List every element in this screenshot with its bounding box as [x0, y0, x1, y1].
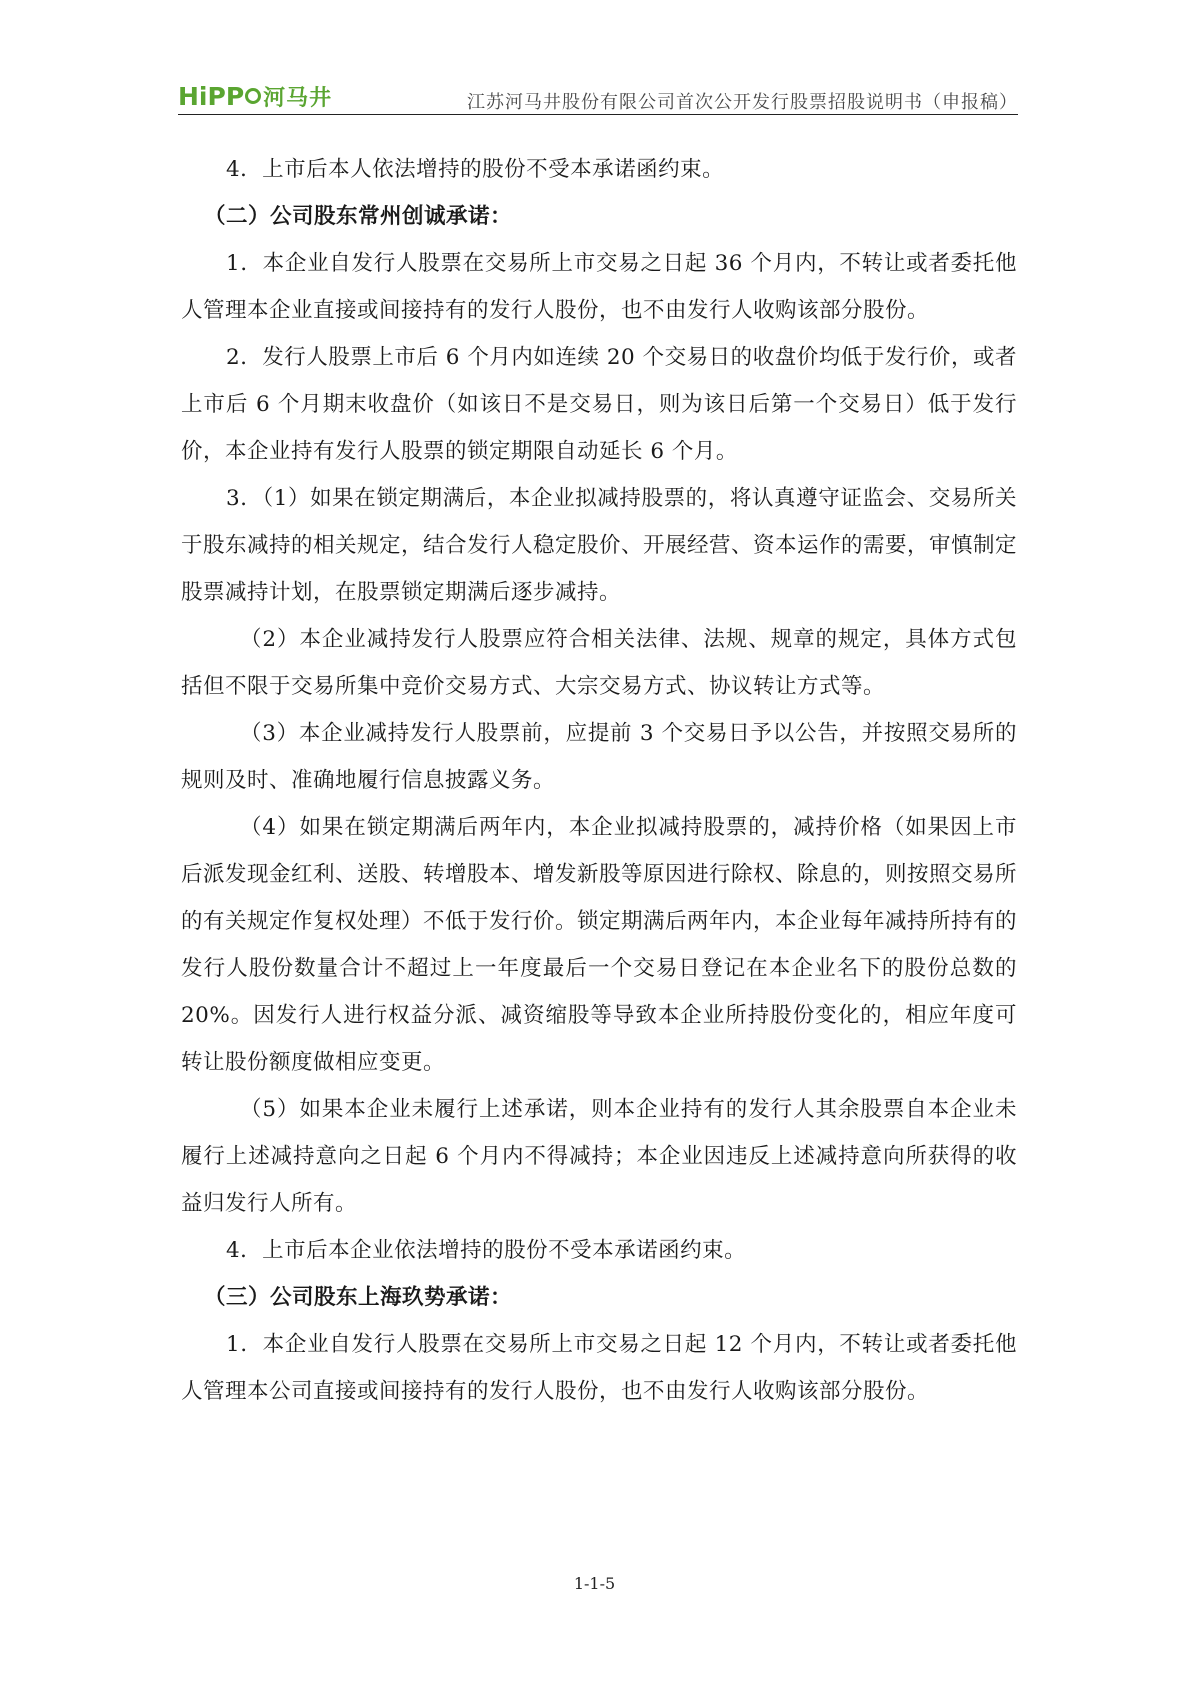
paragraph: （3）本企业减持发行人股票前，应提前 3 个交易日予以公告，并按照交易所的规则及时、准确地履行信息披露义务。: [181, 721, 1017, 793]
paragraph: 4．上市后本企业依法增持的股份不受本承诺函约束。: [226, 1238, 747, 1263]
paragraph: （4）如果在锁定期满后两年内，本企业拟减持股票的，减持价格（如果因上市后派发现金红利、送股、转增股本、增发新股等原因进行除权、除息的，则按照交易所的有关规定作复权处理）不低于发行价。锁定期满后两年内，本企业每年减持所持有的发行人股份数量合计不超过上一年度最后一个交易日登记在本企业名下的股份总数的 20%。因发行人进行权益分派、减资缩股等导致本企业所持股份变化的，相应年度可转让股份额度做相应变更。: [181, 815, 1018, 1075]
paragraph: 1．本企业自发行人股票在交易所上市交易之日起 36 个月内，不转让或者委托他人管理本企业直接或间接持有的发行人股份，也不由发行人收购该部分股份。: [181, 251, 1017, 323]
logo-cjk-text: 河马井: [263, 85, 333, 111]
paragraph: 1．本企业自发行人股票在交易所上市交易之日起 12 个月内，不转让或者委托他人管理本公司直接或间接持有的发行人股份，也不由发行人收购该部分股份。: [181, 1332, 1017, 1404]
company-logo: [178, 82, 332, 110]
paragraph: （2）本企业减持发行人股票应符合相关法律、法规、规章的规定，具体方式包括但不限于交易所集中竞价交易方式、大宗交易方式、协议转让方式等。: [181, 627, 1017, 699]
page-header: [178, 80, 1018, 112]
paragraph: （5）如果本企业未履行上述承诺，则本企业持有的发行人其余股票自本企业未履行上述减持意向之日起 6 个月内不得减持；本企业因违反上述减持意向所获得的收益归发行人所有。: [181, 1097, 1017, 1216]
paragraph: 2．发行人股票上市后 6 个月内如连续 20 个交易日的收盘价均低于发行价，或者上市后 6 个月期末收盘价（如该日不是交易日，则为该日后第一个交易日）低于发行价，本企业持有发行人股票的锁定期限自动延长 6 个月。: [181, 345, 1017, 464]
page-number: 1-1-5: [573, 1574, 616, 1593]
paragraph: 3．（1）如果在锁定期满后，本企业拟减持股票的，将认真遵守证监会、交易所关于股东减持的相关规定，结合发行人稳定股价、开展经营、资本运作的需要，审慎制定股票减持计划，在股票锁定期满后逐步减持。: [181, 486, 1018, 605]
document-title: 江苏河马井股份有限公司首次公开发行股票招股说明书（申报稿）: [467, 92, 1018, 113]
section-heading: （二）公司股东常州创诚承诺：: [204, 204, 513, 229]
logo-latin-text: HiPP: [178, 81, 245, 111]
section-heading: （三）公司股东上海玖势承诺：: [204, 1285, 513, 1310]
document-body: [181, 146, 1017, 1415]
paragraph: 4．上市后本人依法增持的股份不受本承诺函约束。: [226, 157, 725, 182]
logo-ring-icon: [245, 88, 261, 104]
header-divider: [178, 114, 1018, 115]
